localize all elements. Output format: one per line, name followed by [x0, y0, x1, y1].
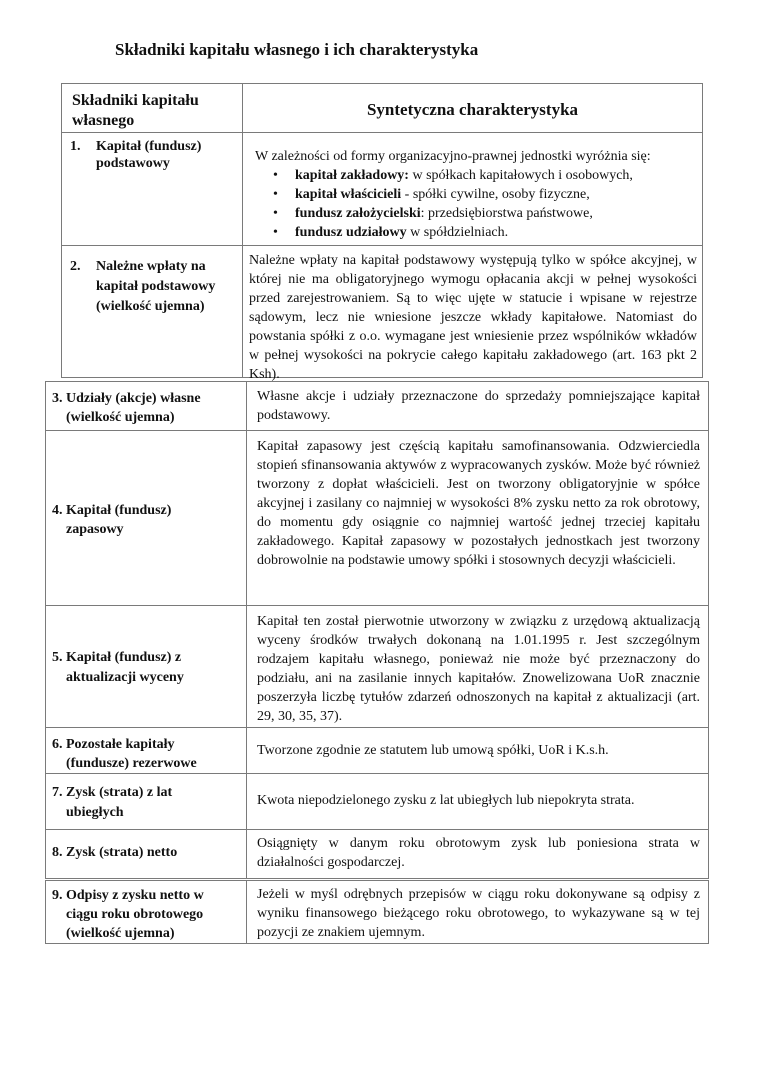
document-title: Składniki kapitału własnego i ich charakterystyka	[115, 40, 479, 59]
row-label: 4. Kapitał (fundusz)	[52, 503, 172, 518]
row-number: 1.	[70, 139, 81, 154]
bullet-item: • fundusz udziałowy w spółdzielniach.	[295, 223, 694, 242]
row-label: aktualizacji wyceny	[66, 670, 184, 685]
row-label: (fundusze) rezerwowe	[66, 756, 197, 771]
table-row-2-text	[242, 245, 703, 382]
bullet-list	[255, 166, 694, 242]
row-label: zapasowy	[66, 522, 124, 537]
row-label: Kapitał (fundusz) podstawowy	[96, 139, 202, 171]
table-row-3-text	[246, 381, 709, 431]
table-row-2-label	[61, 245, 243, 378]
table-row-1-text	[242, 132, 703, 246]
header-components-text: Składniki kapitału własnego	[72, 92, 199, 129]
header-characteristics	[242, 83, 703, 133]
bullet-item: • kapitał właścicieli - spółki cywilne, osoby fizyczne,	[295, 185, 694, 204]
table-row-4-label	[45, 430, 247, 606]
row-text: Należne wpłaty na kapitał podstawowy występują tylko w spółce akcyjnej, w której nie ma obligatoryjnego wymogu opłacania akcji w pełnej wysokości przed zarejestrowaniem. Są to więc ujęte w statucie i wpisane w rejestrze sądowym, lecz nie wniesione jeszcze wkłady kapitałowe. Natomiast do powstania spółki z o.o. wymagane jest wniesienie przez wspólników wkładów w pełnej wysokości na pokrycie całego kapitału zakładowego (art. 163 pkt 2 Ksh).	[249, 253, 697, 382]
row-text: Kapitał zapasowy jest częścią kapitału samofinansowania. Odzwierciedla stopień sfinansowania aktywów z wypracowanych zysków. Może być również tworzony z dopłat właścicieli. Jest on tworzony obligatoryjnie w spółce akcyjnej i zasilany co najmniej w wysokości 8% zysku netto za rok obrotowy, do momentu gdy osiągnie co najmniej wartość jednej trzeciej kapitału zakładowego. Kapitał zapasowy w pozostałych jednostkach jest tworzony dobrowolnie na podstawie umowy spółki i stosownych decyzji właścicieli.	[257, 439, 700, 568]
row-label: 3. Udziały (akcje) własne	[52, 391, 201, 406]
row-intro: W zależności od formy organizacyjno-prawnej jednostki wyróżnia się:	[255, 149, 651, 164]
table-row-3-label	[45, 381, 247, 431]
row-label: ubiegłych	[66, 805, 124, 820]
table-row-8-text	[246, 829, 709, 879]
row-label: ciągu roku obrotowego	[66, 907, 204, 922]
row-text: Własne akcje i udziały przeznaczone do sprzedaży pomniejszające kapitał podstawowy.	[257, 389, 700, 423]
row-label: 7. Zysk (strata) z lat	[52, 785, 173, 800]
row-label: (wielkość ujemna)	[66, 926, 175, 941]
row-text: Tworzone zgodnie ze statutem lub umową spółki, UoR i K.s.h.	[257, 743, 609, 758]
row-label: 5. Kapitał (fundusz) z	[52, 650, 182, 665]
row-label: 9. Odpisy z zysku netto w	[52, 888, 204, 903]
table-row-9-label	[45, 880, 247, 944]
table-row-5-label	[45, 605, 247, 728]
table-row-6-text	[246, 727, 709, 774]
bullet-item: • fundusz założycielski: przedsiębiorstwa państwowe,	[295, 204, 694, 223]
header-components	[61, 83, 243, 133]
row-label: 6. Pozostałe kapitały	[52, 737, 175, 752]
row-label: (wielkość ujemna)	[66, 410, 175, 425]
row-label: Należne wpłaty na kapitał podstawowy (wielkość ujemna)	[96, 259, 216, 314]
row-number: 2.	[70, 259, 81, 274]
row-text: Osiągnięty w danym roku obrotowym zysk lub poniesiona strata w działalności gospodarczej.	[257, 836, 700, 870]
table-row-1-label	[61, 132, 243, 246]
header-characteristics-text: Syntetyczna charakterystyka	[366, 100, 579, 119]
table-row-8-label	[45, 829, 247, 879]
table-row-6-label	[45, 727, 247, 774]
table-row-7-text	[246, 773, 709, 830]
table-row-5-text	[246, 605, 709, 728]
table-row-9-text	[246, 880, 709, 944]
table-row-7-label	[45, 773, 247, 830]
table-row-4-text	[246, 430, 709, 606]
bullet-item: • kapitał zakładowy: w spółkach kapitałowych i osobowych,	[295, 166, 694, 185]
row-label: 8. Zysk (strata) netto	[52, 845, 178, 860]
row-text: Jeżeli w myśl odrębnych przepisów w ciągu roku dokonywane są odpisy z wyniku finansowego bieżącego roku obrotowego, to wykazywane są w tej pozycji ze znakiem ujemnym.	[257, 887, 700, 940]
row-text: Kapitał ten został pierwotnie utworzony w związku z urzędową aktualizacją wyceny środków trwałych dokonaną na 1.01.1995 r. Jest szczególnym rodzajem kapitału własnego, ponieważ nie może być przeznaczony do podziału, ani na zasilanie innych kapitałów. Znowelizowana UoR znacznie poszerzyła liczbę tytułów zdarzeń odnoszonych na kapitał z aktualizacji (art. 29, 30, 35, 37).	[257, 614, 700, 724]
row-text: Kwota niepodzielonego zysku z lat ubiegłych lub niepokryta strata.	[257, 793, 635, 808]
